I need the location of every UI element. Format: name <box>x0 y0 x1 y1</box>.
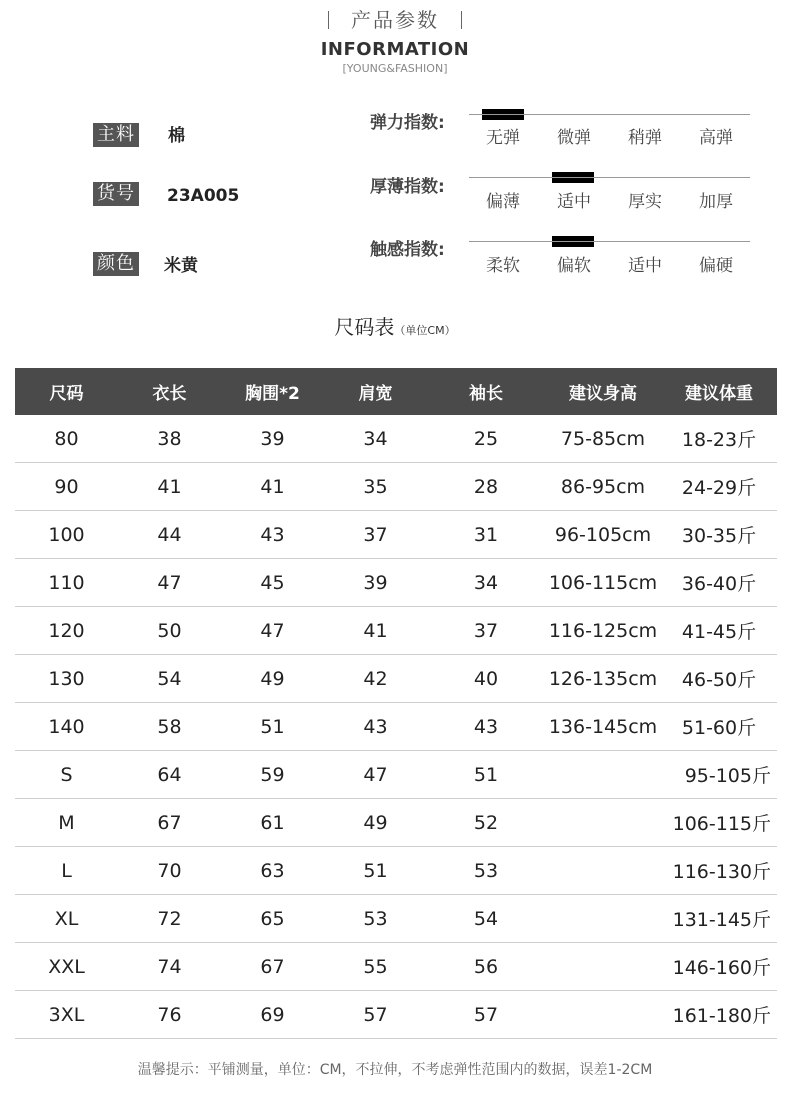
table-cell: 67 <box>157 811 182 834</box>
table-cell: 43 <box>473 715 499 738</box>
thickness-option: 偏薄 <box>486 192 520 212</box>
table-cell: 37 <box>473 619 499 642</box>
table-row <box>15 847 777 895</box>
title-bar-left <box>328 11 329 29</box>
touch-option: 柔软 <box>486 256 520 276</box>
table-cell: 67 <box>260 955 285 978</box>
table-row <box>15 943 777 991</box>
table-cell: 41 <box>363 619 388 642</box>
table-cell: 80 <box>54 427 79 450</box>
table-cell: 43 <box>363 715 388 738</box>
table-cell: 54 <box>157 667 182 690</box>
table-cell: 49 <box>363 811 388 834</box>
table-cell: 52 <box>473 811 499 834</box>
table-cell: 45 <box>260 571 285 594</box>
table-cell: 35 <box>363 475 388 498</box>
table-row <box>15 655 777 703</box>
header-cell: 建议体重 <box>685 384 753 404</box>
thickness-option: 厚实 <box>628 192 662 212</box>
table-cell: 86-95cm <box>560 475 646 498</box>
table-cell: 54 <box>473 907 499 930</box>
attr-color-value: 米黄 <box>164 256 198 276</box>
size-table-header <box>15 368 777 415</box>
table-cell: 47 <box>260 619 285 642</box>
title-bar-right <box>461 11 462 29</box>
table-cell: 40 <box>473 667 499 690</box>
table-cell: XL <box>54 907 79 930</box>
table-cell: 90 <box>54 475 79 498</box>
size-table-title-text: 尺码表 <box>334 315 395 339</box>
elasticity-option: 无弹 <box>486 128 520 148</box>
en-title: INFORMATION <box>320 39 470 60</box>
table-cell: 136-145cm <box>548 715 658 738</box>
table-cell: 161-180斤 <box>672 1005 771 1027</box>
touch-option: 偏软 <box>557 256 591 276</box>
table-cell: 36-40斤 <box>681 573 757 595</box>
thickness-option: 适中 <box>557 192 591 212</box>
table-cell: 38 <box>157 427 182 450</box>
table-cell: 57 <box>473 1003 499 1026</box>
table-cell: XXL <box>48 955 85 978</box>
table-cell: 57 <box>363 1003 388 1026</box>
table-cell: 116-130斤 <box>672 861 771 883</box>
info-header <box>0 4 790 75</box>
table-cell: 74 <box>157 955 182 978</box>
header-cell: 尺码 <box>49 384 84 404</box>
table-cell: 51-60斤 <box>681 717 757 739</box>
table-cell: 56 <box>473 955 499 978</box>
table-cell: 39 <box>363 571 388 594</box>
table-row <box>15 751 777 799</box>
table-cell: 51 <box>260 715 285 738</box>
attr-item-no-label: 货号 <box>93 182 139 206</box>
touch-label: 触感指数: <box>370 240 445 260</box>
table-row <box>15 895 777 943</box>
table-row <box>15 991 777 1039</box>
table-cell: 41 <box>260 475 285 498</box>
size-table <box>15 368 777 1039</box>
attr-material-label: 主料 <box>93 123 139 147</box>
elasticity-option: 微弹 <box>557 128 591 148</box>
header-cell: 胸围*2 <box>245 384 300 404</box>
table-cell: 120 <box>48 619 85 642</box>
elasticity-label: 弹力指数: <box>370 113 445 133</box>
table-cell: 46-50斤 <box>681 669 757 691</box>
table-cell: 64 <box>157 763 182 786</box>
table-cell: 116-125cm <box>548 619 658 642</box>
table-cell: 100 <box>48 523 85 546</box>
table-cell: 51 <box>473 763 499 786</box>
header-cell: 袖长 <box>469 384 503 404</box>
table-cell: 72 <box>157 907 182 930</box>
table-cell: 31 <box>473 523 499 546</box>
table-cell: 18-23斤 <box>681 429 757 451</box>
table-cell: 61 <box>260 811 285 834</box>
measurement-note: 温馨提示：平铺测量，单位：CM，不拉伸，不考虑弹性范围内的数据，误差1-2CM <box>137 1062 653 1078</box>
table-row <box>15 511 777 559</box>
table-cell: 42 <box>363 667 388 690</box>
attr-material-value: 棉 <box>168 126 185 146</box>
table-row <box>15 559 777 607</box>
table-cell: 95-105斤 <box>684 765 771 787</box>
table-cell: 43 <box>260 523 285 546</box>
table-cell: 76 <box>157 1003 182 1026</box>
table-cell: 41-45斤 <box>681 621 757 643</box>
table-cell: 28 <box>473 475 499 498</box>
table-cell: 44 <box>157 523 182 546</box>
table-cell: L <box>61 859 72 882</box>
table-cell: 110 <box>48 571 85 594</box>
attr-item-no-value: 23A005 <box>167 186 240 206</box>
table-cell: 30-35斤 <box>681 525 757 547</box>
thickness-label: 厚薄指数: <box>370 177 445 197</box>
table-cell: 75-85cm <box>560 427 646 450</box>
table-cell: 126-135cm <box>548 667 658 690</box>
thickness-option: 加厚 <box>699 192 733 212</box>
touch-option: 偏硬 <box>699 256 733 276</box>
table-cell: 131-145斤 <box>672 909 771 931</box>
table-row <box>15 799 777 847</box>
table-cell: 63 <box>260 859 285 882</box>
table-cell: 96-105cm <box>554 523 652 546</box>
elasticity-option: 稍弹 <box>628 128 662 148</box>
table-cell: 50 <box>157 619 182 642</box>
table-cell: 41 <box>157 475 182 498</box>
size-table-title <box>0 311 790 340</box>
touch-option: 适中 <box>628 256 662 276</box>
en-subtitle: [YOUNG&FASHION] <box>342 62 448 75</box>
table-cell: S <box>60 763 73 786</box>
table-cell: M <box>58 811 75 834</box>
elasticity-option: 高弹 <box>699 128 733 148</box>
table-cell: 130 <box>48 667 85 690</box>
table-cell: 39 <box>260 427 285 450</box>
attr-color-label: 颜色 <box>93 252 139 276</box>
table-cell: 53 <box>473 859 499 882</box>
header-cell: 衣长 <box>152 384 187 404</box>
table-row <box>15 703 777 751</box>
table-cell: 58 <box>157 715 182 738</box>
table-cell: 140 <box>48 715 85 738</box>
table-row <box>15 415 777 463</box>
header-cell: 肩宽 <box>358 384 393 404</box>
table-cell: 25 <box>473 427 499 450</box>
table-cell: 53 <box>363 907 388 930</box>
table-cell: 47 <box>157 571 182 594</box>
table-cell: 37 <box>363 523 388 546</box>
table-cell: 34 <box>363 427 388 450</box>
table-cell: 49 <box>260 667 285 690</box>
table-cell: 55 <box>363 955 388 978</box>
table-cell: 47 <box>363 763 388 786</box>
table-cell: 34 <box>473 571 499 594</box>
table-row <box>15 463 777 511</box>
table-cell: 51 <box>363 859 388 882</box>
elasticity-scale-line <box>469 114 750 115</box>
table-cell: 59 <box>260 763 285 786</box>
touch-scale-line <box>469 241 750 242</box>
thickness-scale-line <box>469 177 750 178</box>
table-row <box>15 607 777 655</box>
table-cell: 70 <box>157 859 182 882</box>
table-cell: 146-160斤 <box>672 957 771 979</box>
table-cell: 106-115cm <box>548 571 658 594</box>
table-cell: 65 <box>260 907 285 930</box>
table-cell: 69 <box>260 1003 285 1026</box>
table-cell: 3XL <box>48 1003 85 1026</box>
table-cell: 24-29斤 <box>681 477 757 499</box>
size-table-unit: （单位CM） <box>394 324 456 337</box>
header-cell: 建议身高 <box>569 384 637 404</box>
table-cell: 106-115斤 <box>672 813 771 835</box>
cn-title: 产品参数 <box>351 8 439 32</box>
